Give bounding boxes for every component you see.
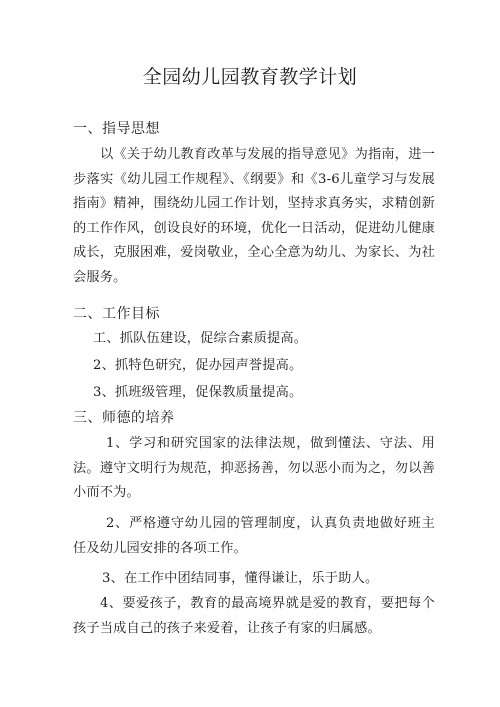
- ethics-item-1: 1、学习和研究国家的法律法规，做到懂法、守法、用法。遵守文明行为规范，抑恶扬善，勿以恶小而为之，勿以善小而不为。: [73, 436, 435, 500]
- section-heading-ethics: 三、师德的培养: [73, 410, 175, 426]
- goal-item-2: 2、抓特色研究，促办园声誉提高。: [93, 358, 303, 373]
- document-title: 全园幼儿园教育教学计划: [142, 66, 358, 88]
- goal-item-3: 3、抓班级管理，促保教质量提高。: [93, 385, 303, 400]
- section-heading-guiding-ideology: 一、指导思想: [73, 121, 160, 137]
- goal-item-1: 工、抓队伍建设，促综合素质提高。: [93, 331, 308, 346]
- ethics-item-2: 2、严格遵守幼儿园的管理制度，认真负责地做好班主任及幼儿园安排的各项工作。: [73, 516, 435, 556]
- section-heading-work-goals: 二、工作目标: [73, 306, 160, 322]
- paragraph-guiding-ideology: 以《关于幼儿教育改革与发展的指导意见》为指南，进一步落实《幼儿园工作规程》、《纲要》和《3-6儿童学习与发展指南》精神，围绕幼儿园工作计划，坚持求真务实，求精创新的工作作风，创设良好的环境，优化一日活动，促进幼儿健康成长，克服困难，爱岗敬业，全心全意为幼儿、为家长、为社会服务。: [73, 147, 435, 285]
- ethics-item-3: 3、在工作中团结同事，懂得谦让，乐于助人。: [102, 571, 379, 586]
- ethics-item-4: 4、要爱孩子，教育的最高境界就是爱的教育，要把每个孩子当成自己的孩子来爱着，让孩子有家的归属感。: [73, 596, 435, 636]
